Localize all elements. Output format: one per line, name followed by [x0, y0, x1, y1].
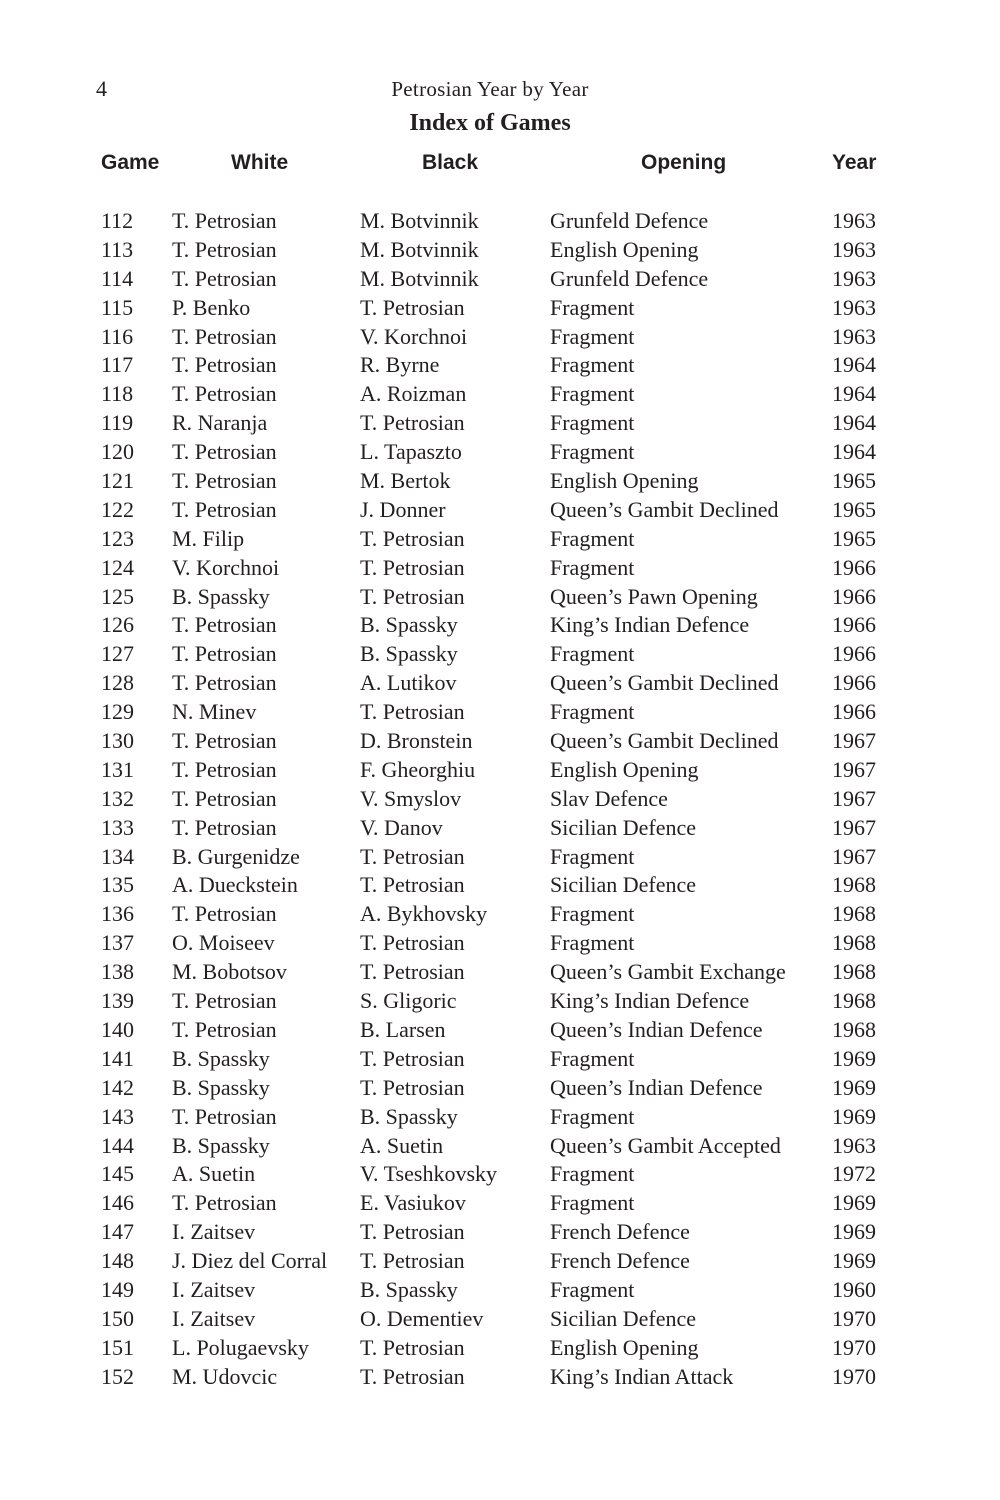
cell-game: 116 — [101, 323, 134, 349]
table-row — [0, 294, 1000, 323]
cell-black: T. Petrosian — [360, 554, 465, 580]
cell-year: 1969 — [832, 1103, 876, 1129]
cell-year: 1967 — [832, 814, 876, 840]
cell-white: T. Petrosian — [172, 265, 277, 291]
cell-white: A. Dueckstein — [172, 872, 298, 898]
cell-year: 1969 — [832, 1219, 876, 1245]
cell-opening: Grunfeld Defence — [550, 265, 709, 291]
cell-black: T. Petrosian — [360, 959, 465, 985]
cell-opening: Queen’s Indian Defence — [550, 1074, 763, 1100]
table-row — [0, 987, 1000, 1016]
cell-year: 1963 — [832, 236, 876, 262]
table-row — [0, 698, 1000, 727]
table-row — [0, 727, 1000, 756]
cell-white: T. Petrosian — [172, 1190, 277, 1216]
cell-year: 1966 — [832, 554, 876, 580]
cell-year: 1969 — [832, 1045, 876, 1071]
cell-white: T. Petrosian — [172, 728, 277, 754]
cell-year: 1970 — [832, 1305, 876, 1331]
cell-year: 1966 — [832, 612, 876, 638]
cell-black: V. Tseshkovsky — [360, 1161, 498, 1187]
cell-white: V. Korchnoi — [172, 554, 280, 580]
cell-white: T. Petrosian — [172, 381, 277, 407]
cell-game: 125 — [101, 583, 134, 609]
table-row — [0, 785, 1000, 814]
table-row — [0, 496, 1000, 525]
cell-opening: Fragment — [550, 1045, 635, 1071]
cell-black: T. Petrosian — [360, 1045, 465, 1071]
cell-game: 147 — [101, 1219, 134, 1245]
table-row — [0, 1363, 1000, 1392]
cell-white: M. Bobotsov — [172, 959, 287, 985]
cell-game: 122 — [101, 496, 134, 522]
cell-black: T. Petrosian — [360, 583, 465, 609]
cell-game: 132 — [101, 785, 134, 811]
table-row — [0, 1305, 1000, 1334]
column-header-year: Year — [832, 151, 877, 174]
table-row — [0, 380, 1000, 409]
cell-black: T. Petrosian — [360, 525, 465, 551]
cell-opening: Fragment — [550, 843, 635, 869]
cell-game: 117 — [101, 352, 134, 378]
cell-year: 1963 — [832, 294, 876, 320]
cell-opening: Fragment — [550, 352, 635, 378]
cell-opening: Fragment — [550, 641, 635, 667]
cell-year: 1963 — [832, 265, 876, 291]
cell-opening: Fragment — [550, 410, 635, 436]
table-row — [0, 467, 1000, 496]
cell-white: J. Diez del Corral — [172, 1248, 328, 1274]
section-title: Index of Games — [409, 110, 571, 136]
table-row — [0, 1103, 1000, 1132]
cell-black: T. Petrosian — [360, 699, 465, 725]
cell-year: 1965 — [832, 468, 876, 494]
cell-game: 124 — [101, 554, 134, 580]
table-row — [0, 1045, 1000, 1074]
cell-game: 135 — [101, 872, 134, 898]
table-row — [0, 900, 1000, 929]
cell-opening: Sicilian Defence — [550, 872, 696, 898]
cell-white: T. Petrosian — [172, 496, 277, 522]
cell-white: P. Benko — [172, 294, 251, 320]
cell-opening: Fragment — [550, 439, 635, 465]
cell-opening: Queen’s Gambit Exchange — [550, 959, 786, 985]
cell-opening: Queen’s Gambit Accepted — [550, 1132, 781, 1158]
cell-white: M. Udovcic — [172, 1363, 278, 1389]
table-row — [0, 438, 1000, 467]
cell-game: 138 — [101, 959, 134, 985]
cell-year: 1965 — [832, 496, 876, 522]
cell-opening: King’s Indian Attack — [550, 1363, 734, 1389]
table-row — [0, 814, 1000, 843]
cell-opening: Fragment — [550, 1161, 635, 1187]
cell-opening: Fragment — [550, 323, 635, 349]
cell-black: J. Donner — [360, 496, 446, 522]
cell-black: T. Petrosian — [360, 410, 465, 436]
table-row — [0, 1074, 1000, 1103]
cell-black: T. Petrosian — [360, 1248, 465, 1274]
cell-year: 1964 — [832, 439, 876, 465]
cell-game: 120 — [101, 439, 134, 465]
cell-game: 133 — [101, 814, 134, 840]
cell-black: M. Bertok — [360, 468, 451, 494]
cell-year: 1964 — [832, 352, 876, 378]
table-row — [0, 640, 1000, 669]
cell-white: L. Polugaevsky — [172, 1334, 309, 1360]
cell-year: 1968 — [832, 930, 876, 956]
cell-white: T. Petrosian — [172, 670, 277, 696]
cell-game: 149 — [101, 1276, 134, 1302]
cell-white: R. Naranja — [172, 410, 268, 436]
cell-year: 1969 — [832, 1074, 876, 1100]
cell-game: 121 — [101, 468, 134, 494]
cell-game: 112 — [101, 208, 134, 233]
cell-opening: Fragment — [550, 930, 635, 956]
cell-game: 140 — [101, 1016, 134, 1042]
column-header-white: White — [231, 151, 289, 174]
table-row — [0, 1160, 1000, 1189]
cell-white: T. Petrosian — [172, 236, 277, 262]
cell-year: 1964 — [832, 381, 876, 407]
cell-black: A. Bykhovsky — [360, 901, 488, 927]
cell-game: 130 — [101, 728, 134, 754]
cell-opening: Queen’s Gambit Declined — [550, 670, 779, 696]
cell-game: 145 — [101, 1161, 134, 1187]
cell-white: T. Petrosian — [172, 901, 277, 927]
cell-black: T. Petrosian — [360, 1334, 465, 1360]
cell-game: 144 — [101, 1132, 134, 1158]
table-row — [0, 1189, 1000, 1218]
cell-year: 1966 — [832, 641, 876, 667]
cell-white: I. Zaitsev — [172, 1219, 256, 1245]
cell-year: 1967 — [832, 843, 876, 869]
table-row — [0, 1132, 1000, 1161]
cell-opening: Fragment — [550, 294, 635, 320]
cell-game: 129 — [101, 699, 134, 725]
cell-opening: English Opening — [550, 236, 699, 262]
cell-game: 127 — [101, 641, 134, 667]
cell-game: 113 — [101, 236, 134, 262]
cell-black: F. Gheorghiu — [360, 756, 476, 782]
table-row — [0, 323, 1000, 352]
cell-year: 1969 — [832, 1248, 876, 1274]
cell-game: 134 — [101, 843, 134, 869]
games-table — [0, 207, 1000, 1392]
cell-white: T. Petrosian — [172, 1016, 277, 1042]
cell-game: 114 — [101, 265, 134, 291]
table-row — [0, 843, 1000, 872]
table-row — [0, 756, 1000, 785]
cell-black: T. Petrosian — [360, 1074, 465, 1100]
cell-opening: Fragment — [550, 554, 635, 580]
cell-game: 131 — [101, 756, 134, 782]
cell-opening: English Opening — [550, 1334, 699, 1360]
table-row — [0, 871, 1000, 900]
cell-white: I. Zaitsev — [172, 1276, 256, 1302]
cell-white: T. Petrosian — [172, 468, 277, 494]
cell-opening: King’s Indian Defence — [550, 988, 750, 1014]
cell-white: T. Petrosian — [172, 352, 277, 378]
cell-opening: Slav Defence — [550, 785, 668, 811]
cell-year: 1972 — [832, 1161, 876, 1187]
table-row — [0, 1016, 1000, 1045]
cell-white: T. Petrosian — [172, 756, 277, 782]
table-row — [0, 1334, 1000, 1363]
cell-game: 123 — [101, 525, 134, 551]
cell-opening: Fragment — [550, 1103, 635, 1129]
cell-white: T. Petrosian — [172, 1103, 277, 1129]
cell-black: B. Larsen — [360, 1016, 446, 1042]
cell-white: B. Spassky — [172, 1132, 270, 1158]
cell-game: 142 — [101, 1074, 134, 1100]
cell-year: 1966 — [832, 699, 876, 725]
cell-game: 118 — [101, 381, 134, 407]
cell-year: 1969 — [832, 1190, 876, 1216]
cell-opening: Fragment — [550, 699, 635, 725]
table-row — [0, 1276, 1000, 1305]
cell-black: O. Dementiev — [360, 1305, 484, 1331]
cell-white: B. Spassky — [172, 583, 270, 609]
cell-opening: French Defence — [550, 1248, 690, 1274]
cell-black: T. Petrosian — [360, 843, 465, 869]
cell-black: T. Petrosian — [360, 930, 465, 956]
table-row — [0, 929, 1000, 958]
cell-black: B. Spassky — [360, 1276, 458, 1302]
table-header — [0, 149, 1000, 177]
cell-white: A. Suetin — [172, 1161, 256, 1187]
cell-white: T. Petrosian — [172, 323, 277, 349]
table-row — [0, 611, 1000, 640]
cell-game: 119 — [101, 410, 134, 436]
cell-white: B. Spassky — [172, 1045, 270, 1071]
cell-white: T. Petrosian — [172, 208, 277, 233]
cell-black: B. Spassky — [360, 612, 458, 638]
cell-white: B. Gurgenidze — [172, 843, 300, 869]
column-header-game: Game — [101, 151, 160, 174]
column-header-black: Black — [422, 151, 479, 174]
table-row — [0, 207, 1000, 236]
cell-year: 1968 — [832, 872, 876, 898]
cell-black: A. Suetin — [360, 1132, 444, 1158]
cell-white: T. Petrosian — [172, 612, 277, 638]
cell-white: B. Spassky — [172, 1074, 270, 1100]
cell-black: T. Petrosian — [360, 294, 465, 320]
cell-year: 1963 — [832, 323, 876, 349]
cell-game: 126 — [101, 612, 134, 638]
cell-white: T. Petrosian — [172, 641, 277, 667]
cell-game: 148 — [101, 1248, 134, 1274]
cell-opening: Fragment — [550, 901, 635, 927]
cell-black: A. Lutikov — [360, 670, 457, 696]
cell-black: R. Byrne — [360, 352, 440, 378]
column-header-opening: Opening — [641, 151, 727, 174]
table-row — [0, 669, 1000, 698]
table-row — [0, 1218, 1000, 1247]
cell-black: V. Smyslov — [360, 785, 462, 811]
cell-game: 152 — [101, 1363, 134, 1389]
cell-opening: Queen’s Pawn Opening — [550, 583, 758, 609]
cell-opening: Grunfeld Defence — [550, 208, 709, 233]
cell-game: 136 — [101, 901, 134, 927]
cell-year: 1970 — [832, 1334, 876, 1360]
cell-black: A. Roizman — [360, 381, 467, 407]
table-row — [0, 583, 1000, 612]
cell-opening: Queen’s Gambit Declined — [550, 728, 779, 754]
cell-black: S. Gligoric — [360, 988, 457, 1014]
cell-black: D. Bronstein — [360, 728, 473, 754]
cell-opening: Sicilian Defence — [550, 814, 696, 840]
cell-year: 1967 — [832, 785, 876, 811]
cell-game: 128 — [101, 670, 134, 696]
cell-opening: King’s Indian Defence — [550, 612, 750, 638]
cell-opening: Fragment — [550, 525, 635, 551]
cell-game: 137 — [101, 930, 134, 956]
cell-opening: Sicilian Defence — [550, 1305, 696, 1331]
cell-year: 1963 — [832, 208, 876, 233]
cell-black: V. Korchnoi — [360, 323, 468, 349]
cell-game: 150 — [101, 1305, 134, 1331]
table-row — [0, 265, 1000, 294]
cell-black: B. Spassky — [360, 1103, 458, 1129]
cell-year: 1968 — [832, 901, 876, 927]
cell-year: 1965 — [832, 525, 876, 551]
cell-year: 1967 — [832, 728, 876, 754]
cell-black: E. Vasiukov — [360, 1190, 466, 1216]
cell-game: 115 — [101, 294, 134, 320]
cell-year: 1966 — [832, 670, 876, 696]
cell-white: O. Moiseev — [172, 930, 275, 956]
running-head: Petrosian Year by Year — [391, 77, 589, 101]
cell-white: N. Minev — [172, 699, 257, 725]
cell-white: T. Petrosian — [172, 814, 277, 840]
cell-year: 1960 — [832, 1276, 876, 1302]
cell-opening: Fragment — [550, 1276, 635, 1302]
cell-year: 1968 — [832, 1016, 876, 1042]
cell-black: T. Petrosian — [360, 1219, 465, 1245]
cell-opening: French Defence — [550, 1219, 690, 1245]
cell-black: B. Spassky — [360, 641, 458, 667]
cell-year: 1967 — [832, 756, 876, 782]
table-row — [0, 409, 1000, 438]
cell-game: 143 — [101, 1103, 134, 1129]
cell-opening: English Opening — [550, 468, 699, 494]
cell-black: M. Botvinnik — [360, 236, 479, 262]
table-row — [0, 958, 1000, 987]
cell-year: 1966 — [832, 583, 876, 609]
cell-opening: Fragment — [550, 381, 635, 407]
page-number: 4 — [96, 76, 107, 101]
cell-year: 1964 — [832, 410, 876, 436]
cell-black: M. Botvinnik — [360, 208, 479, 233]
table-row — [0, 525, 1000, 554]
cell-white: T. Petrosian — [172, 988, 277, 1014]
cell-opening: Queen’s Gambit Declined — [550, 496, 779, 522]
cell-white: I. Zaitsev — [172, 1305, 256, 1331]
cell-opening: English Opening — [550, 756, 699, 782]
table-row — [0, 554, 1000, 583]
cell-game: 139 — [101, 988, 134, 1014]
cell-game: 141 — [101, 1045, 134, 1071]
cell-black: M. Botvinnik — [360, 265, 479, 291]
cell-game: 146 — [101, 1190, 134, 1216]
cell-year: 1968 — [832, 959, 876, 985]
cell-year: 1963 — [832, 1132, 876, 1158]
table-row — [0, 236, 1000, 265]
cell-game: 151 — [101, 1334, 134, 1360]
table-row — [0, 351, 1000, 380]
cell-black: L. Tapaszto — [360, 439, 462, 465]
cell-opening: Queen’s Indian Defence — [550, 1016, 763, 1042]
cell-opening: Fragment — [550, 1190, 635, 1216]
cell-white: T. Petrosian — [172, 439, 277, 465]
cell-black: V. Danov — [360, 814, 443, 840]
cell-year: 1970 — [832, 1363, 876, 1389]
cell-year: 1968 — [832, 988, 876, 1014]
cell-white: T. Petrosian — [172, 785, 277, 811]
cell-black: T. Petrosian — [360, 872, 465, 898]
cell-black: T. Petrosian — [360, 1363, 465, 1389]
cell-white: M. Filip — [172, 525, 245, 551]
table-row — [0, 1247, 1000, 1276]
